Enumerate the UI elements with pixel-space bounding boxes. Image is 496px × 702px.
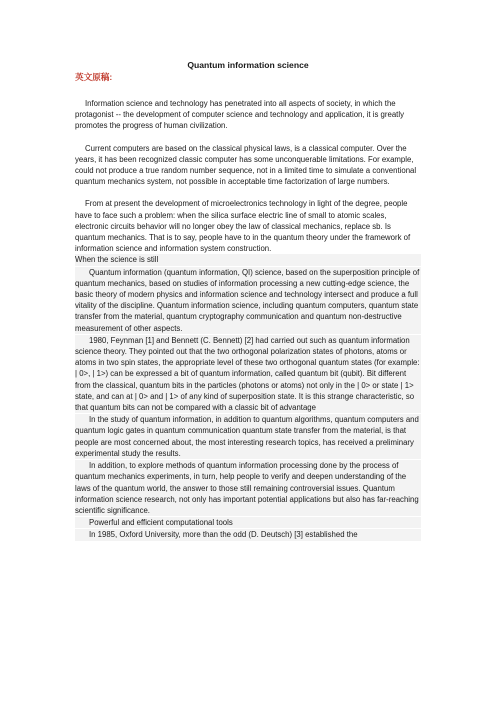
paragraph: From at present the development of microelectronics technology in light of the degree, people have to face such a problem: when the silica surface electric line of small to atomic scales, electronic circuits behavior will no longer obey the law of classical mechanics, replace sb. Is quantum mechanics. That is to say, people have to in the quantum theory under the framework of information science and information system construction.: [75, 199, 411, 254]
paragraph: Information science and technology has penetrated into all aspects of society, in which the protagonist -- the development of computer science and technology and application, it is greatly promotes the progress of human civilization.: [75, 99, 404, 131]
paragraph: In the study of quantum information, in addition to quantum algorithms, quantum computers and quantum logic gates in quantum communication quantum state transfer from the material, is that people are most concerned about, the most interesting research topics, has received a preliminary experimental study the results.: [75, 414, 421, 460]
document-title: Quantum information science: [187, 60, 309, 70]
document-subtitle: 英文原稿:: [75, 72, 113, 82]
section-heading: When the science is still: [75, 254, 421, 266]
paragraph: Current computers are based on the classical physical laws, is a classical computer. Over the years, it has been recognized classic computer has some unconquerable limitations. For example, could not produce a true random number sequence, not in a limited time to simulate a conventional quantum mechanics system, not possible in acceptable time factorization of large numbers.: [75, 143, 417, 187]
paragraph: 1980, Feynman [1] and Bennett (C. Bennett) [2] had carried out such as quantum information science theory. They pointed out that the two orthogonal polarization states of photons, atoms or atoms in two spin states, the appropriate level of these two orthogonal quantum states (for example: | 0>, | 1>) can be expressed a bit of quantum information, called quantum bit (qubit). Bit different from the classical, quantum bits in the particles (photons or atoms) not only in the | 0> or state | 1> state, and can at | 0> and | 1> of any kind of superposition state. It is this strange characteristic, so that quantum bits can not be compared with a classic bit of advantage: [75, 335, 421, 414]
paragraph: In 1985, Oxford University, more than the odd (D. Deutsch) [3] established the: [75, 529, 421, 541]
document-body: [75, 98, 421, 542]
highlighted-section: [75, 254, 421, 541]
paragraph: In addition, to explore methods of quantum information processing done by the process of quantum mechanics experiments, in turn, help people to verify and deepen understanding of the laws of the quantum world, the answer to those still remaining controversial issues. Quantum information science research, not only has important potential applications but also has far-reaching scientific significance.: [75, 460, 421, 517]
section-heading: Powerful and efficient computational tools: [75, 517, 421, 529]
paragraph: Quantum information (quantum information, QI) science, based on the superposition principle of quantum mechanics, based on studies of information processing a new cutting-edge science, the basic theory of modern physics and information science and technology intersect and produce a full vitality of the discipline. Quantum information science, including quantum computers, quantum state transfer from the material, quantum cryptography communication and quantum non-destructive measurement of other aspects.: [75, 267, 421, 335]
